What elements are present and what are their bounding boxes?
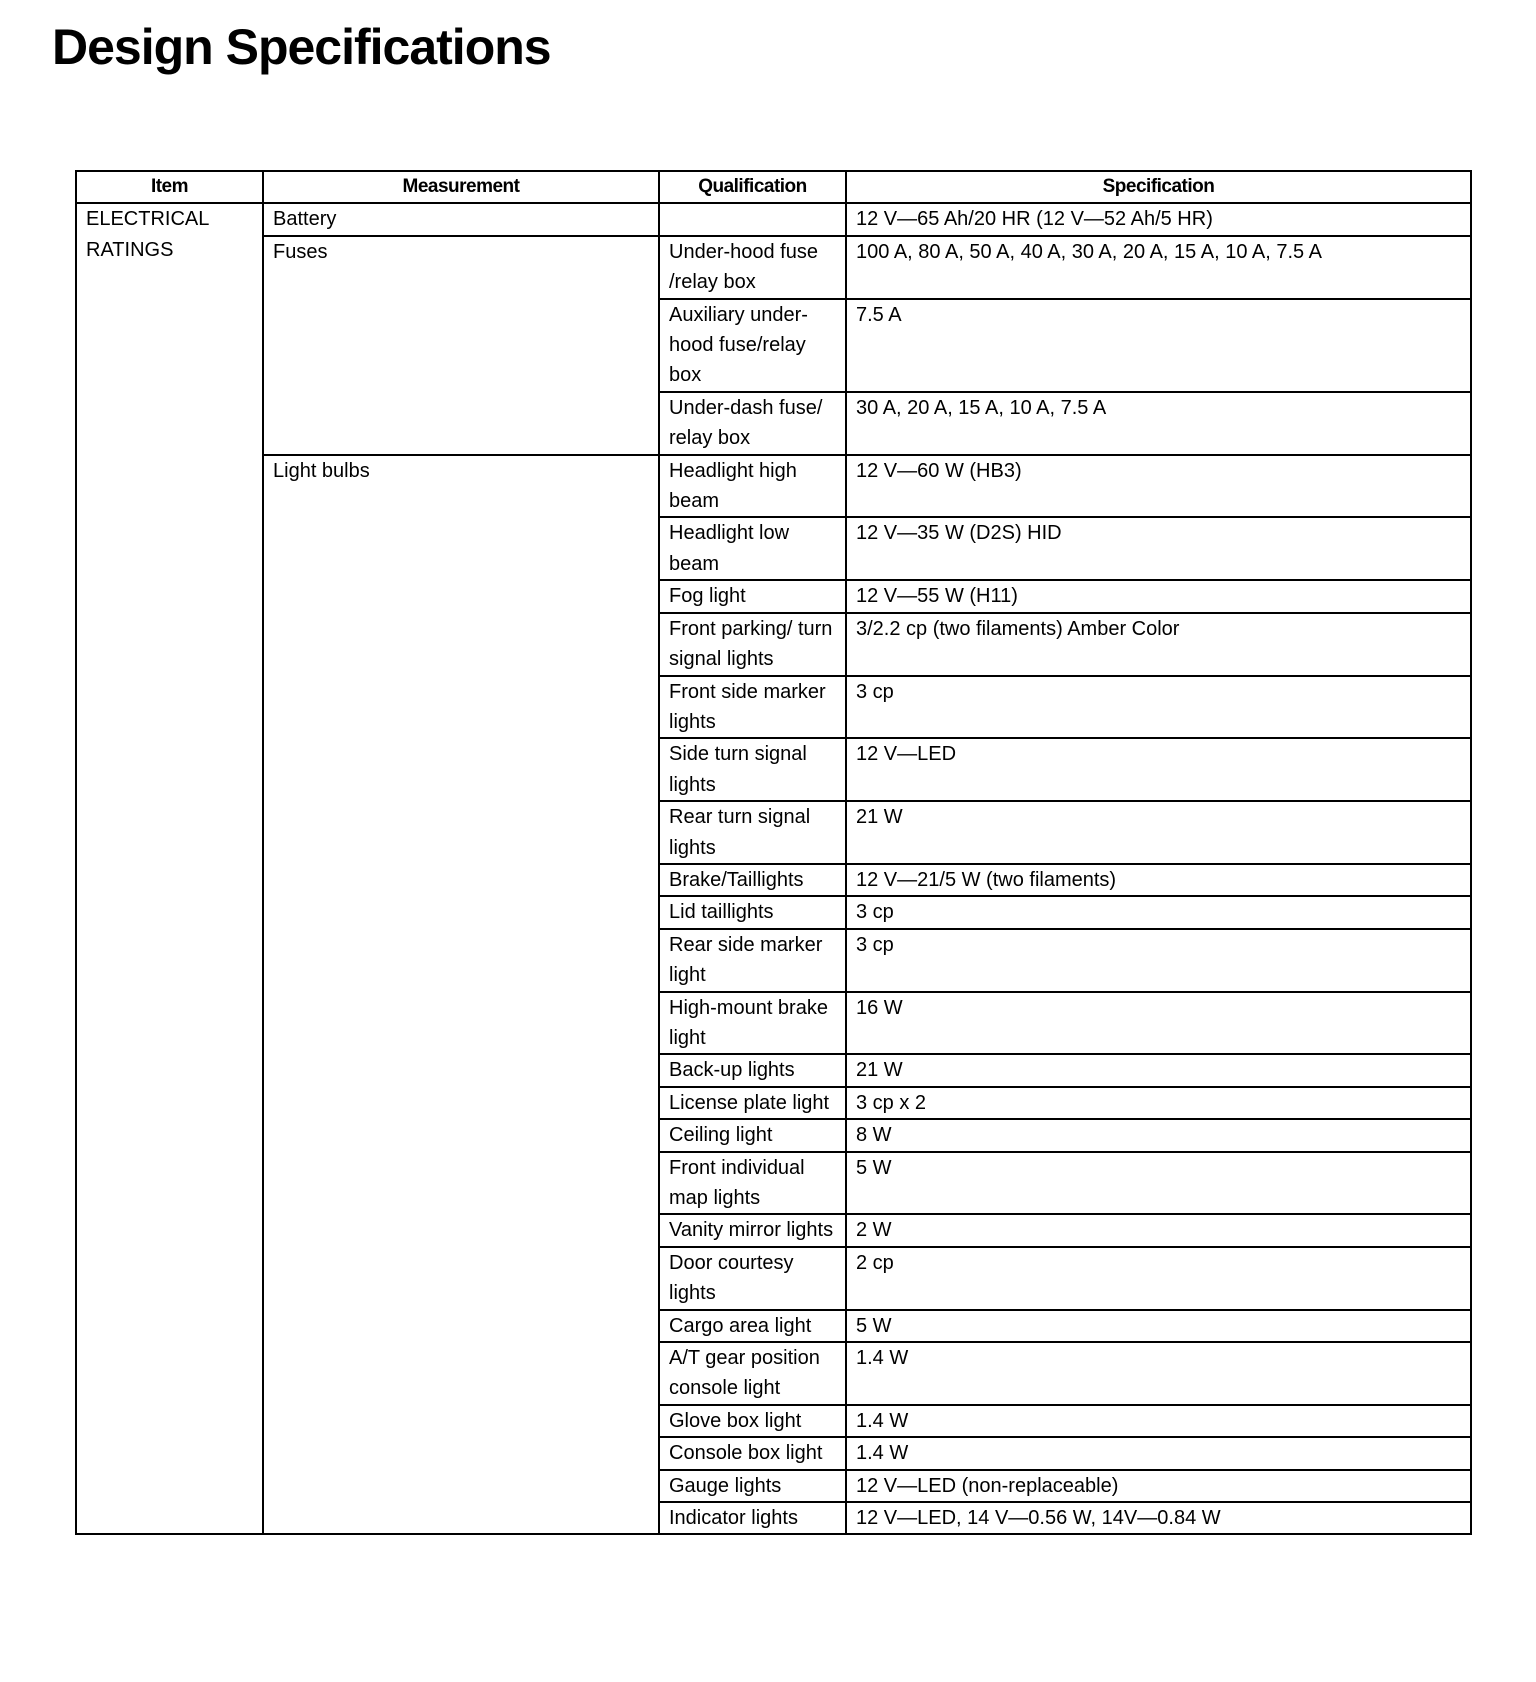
qualification-cell: Lid taillights [659, 896, 846, 928]
specification-cell: 30 A, 20 A, 15 A, 10 A, 7.5 A [846, 392, 1471, 455]
qualification-cell: Glove box light [659, 1405, 846, 1437]
qualification-cell: Back-up lights [659, 1054, 846, 1086]
specification-cell: 3 cp x 2 [846, 1087, 1471, 1119]
qualification-cell: Indicator lights [659, 1502, 846, 1534]
table-row [76, 203, 1471, 235]
measurement-cell: Light bulbs [263, 455, 659, 1535]
table-row [76, 455, 1471, 518]
specification-cell: 1.4 W [846, 1405, 1471, 1437]
qualification-cell: Rear turn signal lights [659, 801, 846, 864]
specification-cell: 100 A, 80 A, 50 A, 40 A, 30 A, 20 A, 15 A, 10 A, 7.5 A [846, 236, 1471, 299]
specification-cell: 1.4 W [846, 1342, 1471, 1405]
specification-cell: 12 V—65 Ah/20 HR (12 V—52 Ah/5 HR) [846, 203, 1471, 235]
table-row [76, 236, 1471, 299]
qualification-cell: Rear side marker light [659, 929, 846, 992]
specification-cell: 12 V—LED [846, 738, 1471, 801]
qualification-cell: Front individual map lights [659, 1152, 846, 1215]
specification-cell: 2 cp [846, 1247, 1471, 1310]
page-title: Design Specifications [52, 19, 551, 75]
qualification-cell: Ceiling light [659, 1119, 846, 1151]
qualification-cell: A/T gear position console light [659, 1342, 846, 1405]
specification-cell: 21 W [846, 1054, 1471, 1086]
header-qualification: Qualification [659, 171, 846, 203]
qualification-cell: Under-hood fuse /relay box [659, 236, 846, 299]
header-specification: Specification [846, 171, 1471, 203]
qualification-cell: High-mount brake light [659, 992, 846, 1055]
measurement-cell: Battery [263, 203, 659, 235]
qualification-cell: Headlight low beam [659, 517, 846, 580]
item-cell [76, 203, 263, 1534]
spec-table [75, 170, 1472, 1535]
qualification-cell: Brake/Taillights [659, 864, 846, 896]
specification-cell: 7.5 A [846, 299, 1471, 392]
specification-cell: 12 V—35 W (D2S) HID [846, 517, 1471, 580]
specification-cell: 3 cp [846, 896, 1471, 928]
specification-cell: 5 W [846, 1310, 1471, 1342]
specification-cell: 12 V—60 W (HB3) [846, 455, 1471, 518]
qualification-cell: Door courtesy lights [659, 1247, 846, 1310]
qualification-cell: Auxiliary under-hood fuse/relay box [659, 299, 846, 392]
item-line: RATINGS [86, 238, 174, 261]
qualification-cell: Under-dash fuse/ relay box [659, 392, 846, 455]
specification-cell: 21 W [846, 801, 1471, 864]
qualification-cell: License plate light [659, 1087, 846, 1119]
qualification-cell: Gauge lights [659, 1470, 846, 1502]
specification-cell: 12 V—LED, 14 V—0.56 W, 14V—0.84 W [846, 1502, 1471, 1534]
specification-cell: 3 cp [846, 929, 1471, 992]
item-line: ELECTRICAL [86, 208, 210, 231]
qualification-cell: Cargo area light [659, 1310, 846, 1342]
qualification-cell: Front side marker lights [659, 676, 846, 739]
specification-cell: 1.4 W [846, 1437, 1471, 1469]
specification-cell: 2 W [846, 1214, 1471, 1246]
qualification-cell [659, 203, 846, 235]
qualification-cell: Console box light [659, 1437, 846, 1469]
specification-cell: 5 W [846, 1152, 1471, 1215]
specification-cell: 12 V—55 W (H11) [846, 580, 1471, 612]
qualification-cell: Vanity mirror lights [659, 1214, 846, 1246]
specification-cell: 8 W [846, 1119, 1471, 1151]
table-header [76, 171, 1471, 203]
qualification-cell: Fog light [659, 580, 846, 612]
header-measurement: Measurement [263, 171, 659, 203]
specification-cell: 12 V—21/5 W (two filaments) [846, 864, 1471, 896]
qualification-cell: Side turn signal lights [659, 738, 846, 801]
specification-cell: 16 W [846, 992, 1471, 1055]
specification-cell: 12 V—LED (non-replaceable) [846, 1470, 1471, 1502]
specification-cell: 3 cp [846, 676, 1471, 739]
measurement-cell: Fuses [263, 236, 659, 455]
qualification-cell: Front parking/ turn signal lights [659, 613, 846, 676]
specification-cell: 3/2.2 cp (two filaments) Amber Color [846, 613, 1471, 676]
qualification-cell: Headlight high beam [659, 455, 846, 518]
header-item: Item [76, 171, 263, 203]
